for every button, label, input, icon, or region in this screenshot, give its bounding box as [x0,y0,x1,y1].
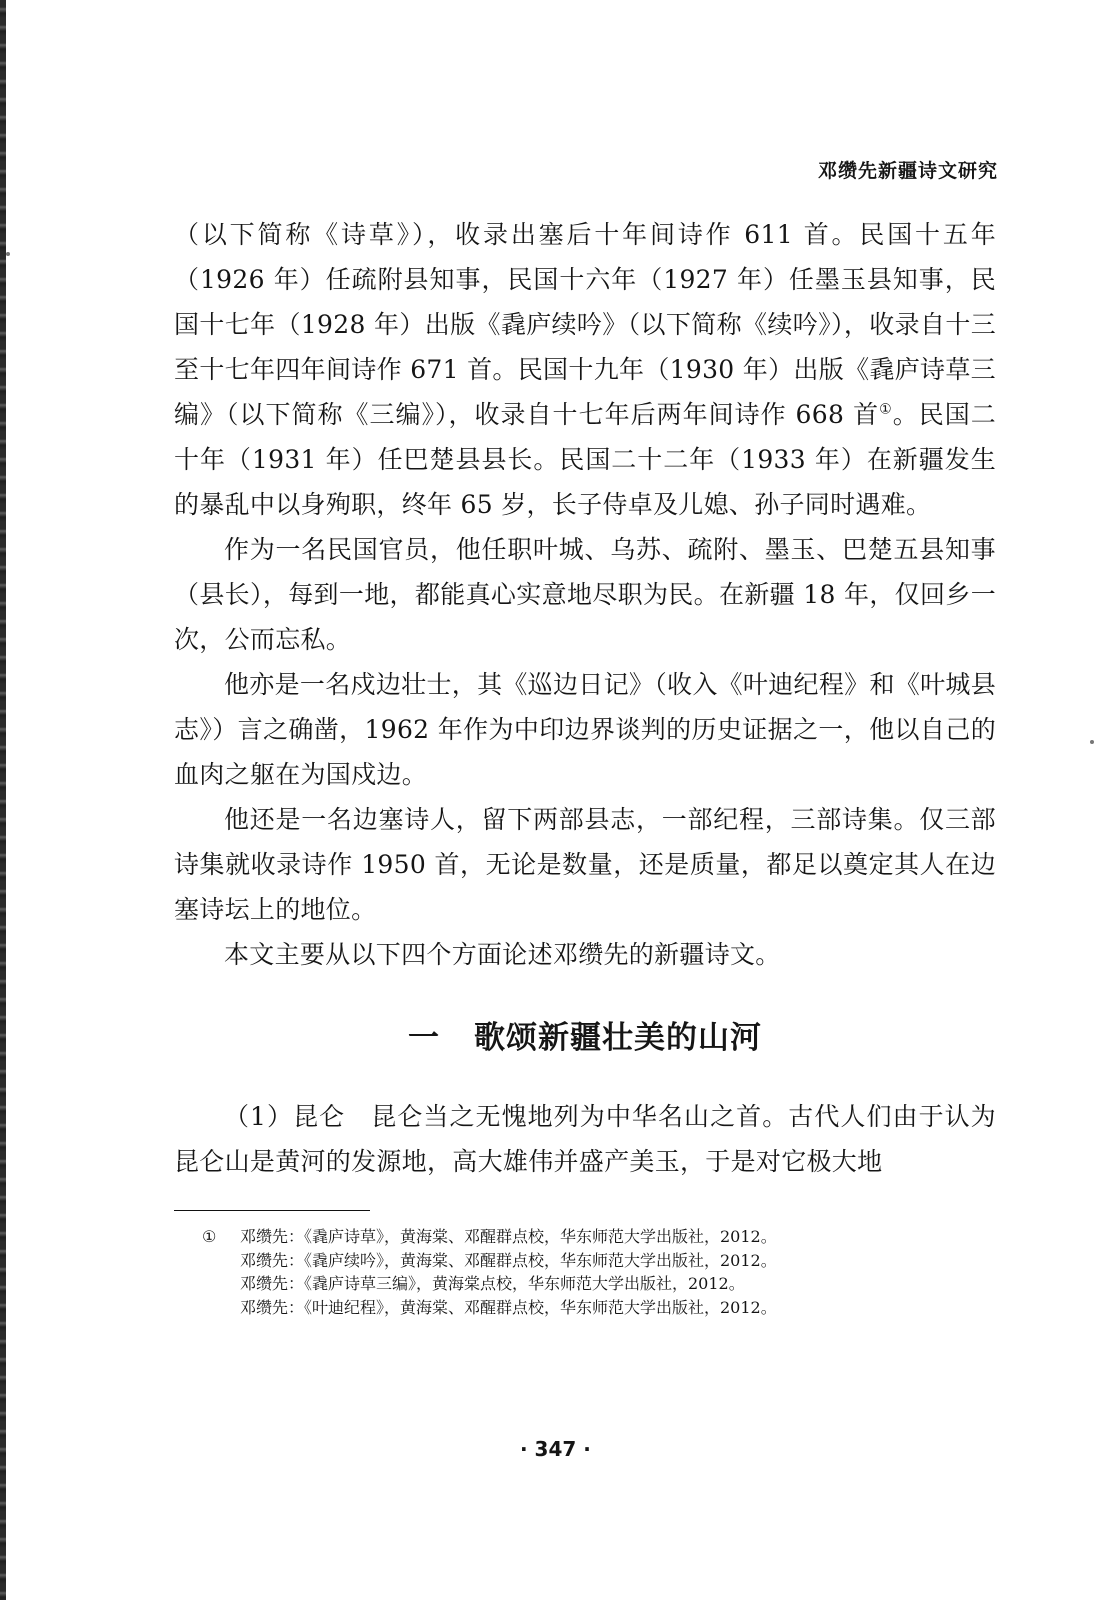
footnote-item: 邓缵先：《毳庐诗草三编》，黄海棠点校，华东师范大学出版社，2012。 [240,1274,745,1294]
main-text [174,212,996,1320]
section-number: 一 [408,1020,440,1056]
paragraph-2: 作为一名民国官员，他任职叶城、乌苏、疏附、墨玉、巴楚五县知事（县长），每到一地，都能真心实意地尽职为民。在新疆 18 年，仅回乡一次，公而忘私。 [174,535,996,654]
paragraph-4: 他还是一名边塞诗人，留下两部县志，一部纪程，三部诗集。仅三部诗集就收录诗作 1950 首，无论是数量，还是质量，都足以奠定其人在边塞诗坛上的地位。 [174,805,996,924]
footnote-item: 邓缵先：《叶迪纪程》，黄海棠、邓醒群点校，华东师范大学出版社，2012。 [240,1298,777,1318]
scan-speck [6,252,10,256]
scan-edge-shadow [0,0,6,1600]
page-number: · 347 · [520,1437,591,1461]
paragraph-1 [174,212,996,527]
paragraph-5: 本文主要从以下四个方面论述邓缵先的新疆诗文。 [224,940,781,969]
paragraph-1-continuation: 。民国二十年（1931 年）任巴楚县县长。民国二十二年（1933 年）在新疆发生的暴乱中以身殉职，终年 65 岁，长子侍卓及儿媳、孙子同时遇难。 [174,400,996,519]
running-header: 邓缵先新疆诗文研究 [817,160,998,182]
footnote-list [174,1225,996,1320]
footnote-item [174,1225,996,1249]
section-title: 歌颂新疆壮美的山河 [474,1020,762,1056]
section-heading [174,1018,996,1058]
paragraph-1-text: （以下简称《诗草》），收录出塞后十年间诗作 611 首。民国十五年（1926 年）任疏附县知事，民国十六年（1927 年）任墨玉县知事，民国十七年（1928 年）出版《毳庐续吟》（以下简称《续吟》），收录自十三至十七年四年间诗作 671 首。民国十九年（1930 年）出版《毳庐诗草三编》（以下简称《三编》），收录自十七年后两年间诗作 668 首 [174,220,996,429]
footnote-mark: ① [202,1227,217,1246]
footnote-item: 邓缵先：《毳庐续吟》，黄海棠、邓醒群点校，华东师范大学出版社，2012。 [240,1250,777,1270]
footnote-text: 邓缵先：《毳庐诗草》，黄海棠、邓醒群点校，华东师范大学出版社，2012。 [240,1227,777,1246]
section-paragraph: （1）昆仑 昆仑当之无愧地列为中华名山之首。古代人们由于认为昆仑山是黄河的发源地，高大雄伟并盛产美玉，于是对它极大地 [174,1102,996,1176]
paragraph-3: 他亦是一名戍边壮士，其《巡边日记》（收入《叶迪纪程》和《叶城县志》）言之确凿，1962 年作为中印边界谈判的历史证据之一，他以自己的血肉之躯在为国戍边。 [174,670,996,789]
footnote-divider [174,1210,370,1211]
scan-speck [1090,740,1094,744]
footnote-ref[interactable]: ① [879,401,893,418]
